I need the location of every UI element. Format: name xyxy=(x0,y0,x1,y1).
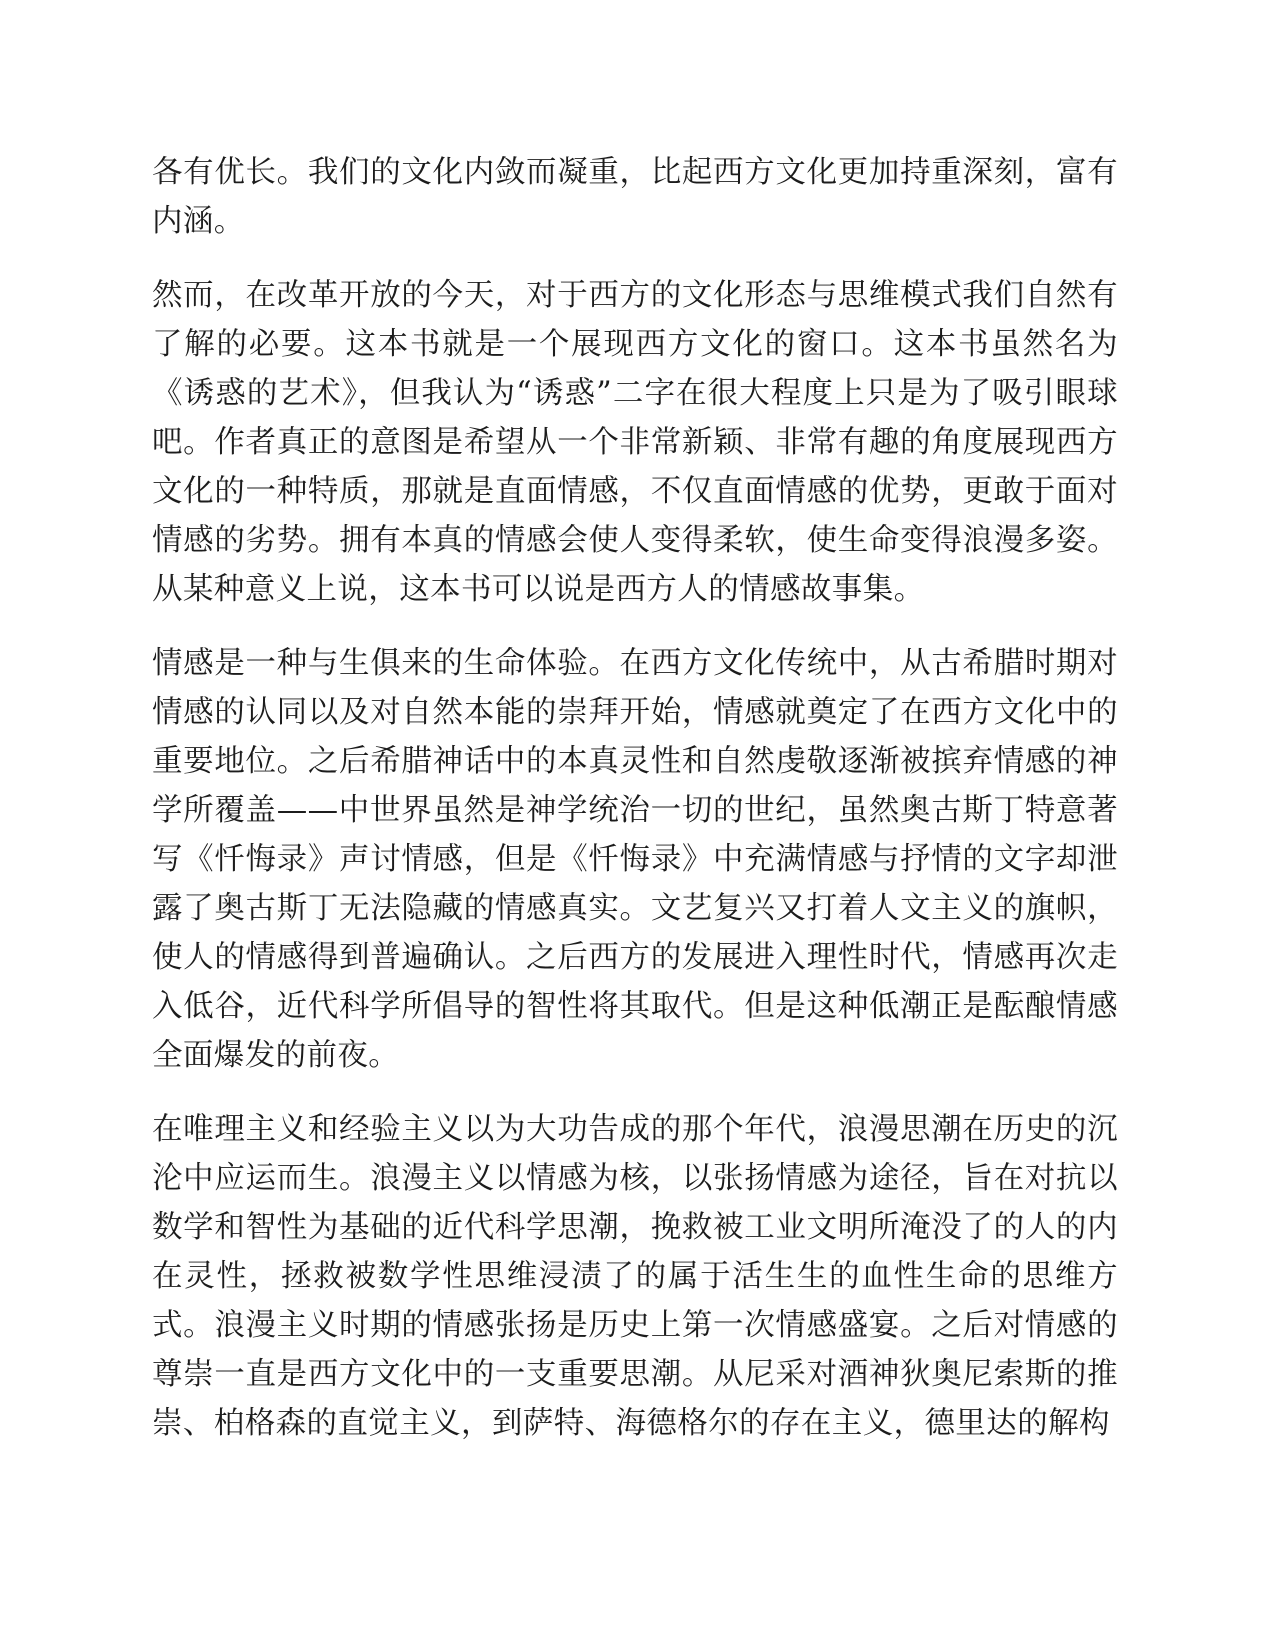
paragraph-1: 各有优长。我们的文化内敛而凝重，比起西方文化更加持重深刻，富有内涵。 xyxy=(152,155,1118,239)
body-text xyxy=(152,148,1118,1473)
paragraph-3: 情感是一种与生俱来的生命体验。在西方文化传统中，从古希腊时期对情感的认同以及对自然本能的崇拜开始，情感就奠定了在西方文化中的重要地位。之后希腊神话中的本真灵性和自然虔敬逐渐被摈弃情感的神学所覆盖——中世界虽然是神学统治一切的世纪，虽然奥古斯丁特意著写《忏悔录》声讨情感，但是《忏悔录》中充满情感与抒情的文字却泄露了奥古斯丁无法隐藏的情感真实。文艺复兴又打着人文主义的旗帜，使人的情感得到普遍确认。之后西方的发展进入理性时代，情感再次走入低谷，近代科学所倡导的智性将其取代。但是这种低潮正是酝酿情感全面爆发的前夜。 xyxy=(152,646,1118,1073)
paragraph-2: 然而，在改革开放的今天，对于西方的文化形态与思维模式我们自然有了解的必要。这本书就是一个展现西方文化的窗口。这本书虽然名为《诱惑的艺术》，但我认为“诱惑”二字在很大程度上只是为了吸引眼球吧。作者真正的意图是希望从一个非常新颖、非常有趣的角度展现西方文化的一种特质，那就是直面情感，不仅直面情感的优势，更敢于面对情感的劣势。拥有本真的情感会使人变得柔软，使生命变得浪漫多姿。从某种意义上说，这本书可以说是西方人的情感故事集。 xyxy=(152,278,1118,607)
paragraph-4: 在唯理主义和经验主义以为大功告成的那个年代，浪漫思潮在历史的沉沦中应运而生。浪漫主义以情感为核，以张扬情感为途径，旨在对抗以数学和智性为基础的近代科学思潮，挽救被工业文明所淹没了的人的内在灵性，拯救被数学性思维浸渍了的属于活生生的血性生命的思维方式。浪漫主义时期的情感张扬是历史上第一次情感盛宴。之后对情感的尊崇一直是西方文化中的一支重要思潮。从尼采对酒神狄奥尼索斯的推崇、柏格森的直觉主义，到萨特、海德格尔的存在主义，德里达的解构 xyxy=(152,1112,1118,1441)
